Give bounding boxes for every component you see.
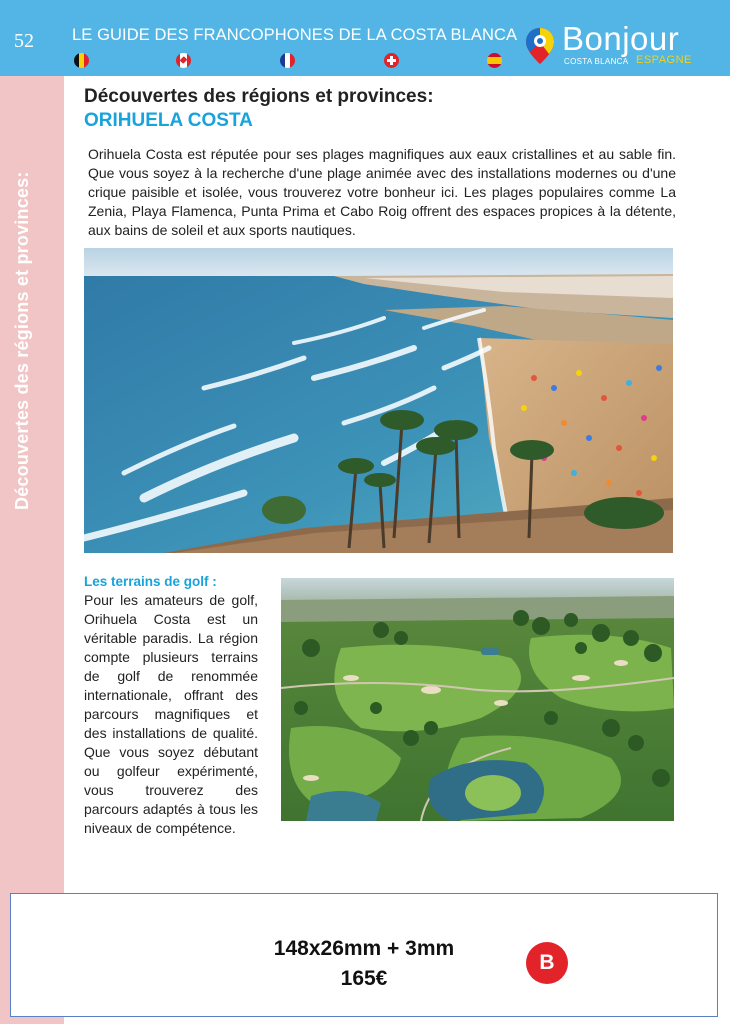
beach-photo-illustration	[84, 248, 673, 553]
ad-size: 148x26mm + 3mm	[273, 937, 455, 960]
map-pin-logo-icon	[524, 26, 556, 66]
flag-row	[0, 53, 520, 69]
golf-heading: Les terrains de golf :	[84, 574, 217, 589]
golf-paragraph: Pour les amateurs de golf, Orihuela Costa est un véritable paradis. La région compte plusieurs terrains de golf de renommée internationale, offrant des parcours magnifiques et des installations de qualité. Que vous soyez débutant ou golfeur expérimenté, vous trouverez des parcours adaptés à tous les niveaux de compétence.	[84, 592, 258, 836]
logo-tagline: ESPAGNE	[636, 54, 692, 66]
golf-course-photo	[281, 578, 674, 821]
belgium-flag-icon	[74, 53, 89, 68]
france-flag-icon	[280, 53, 295, 68]
logo-word: Bonjour	[562, 20, 680, 57]
article-city-title: ORIHUELA COSTA	[84, 110, 253, 131]
article-heading: Découvertes des régions et provinces:	[84, 86, 434, 107]
ad-format-box	[10, 893, 718, 1017]
page-header	[0, 0, 730, 76]
sidebar-label: Découvertes des régions et provinces:	[12, 171, 32, 510]
golf-photo-illustration	[281, 578, 674, 821]
beach-photo	[84, 248, 673, 553]
ad-format-badge: B	[526, 942, 568, 984]
page-number: 52	[14, 30, 34, 52]
ad-price: 165€	[340, 967, 388, 990]
spain-flag-icon	[487, 53, 502, 68]
bonjour-logo	[524, 20, 724, 72]
guide-title: LE GUIDE DES FRANCOPHONES DE LA COSTA BLANCA	[72, 26, 518, 44]
section-sidebar	[0, 76, 64, 1024]
logo-subtitle: COSTA BLANCA	[564, 57, 629, 66]
switzerland-flag-icon	[384, 53, 399, 68]
intro-paragraph: Orihuela Costa est réputée pour ses plages magnifiques aux eaux cristallines et au sable fin. Que vous soyez à la recherche d'une plage animée avec des installations modernes ou d'une crique paisible et isolée, vous trouverez votre bonheur ici. Les plages populaires comme La Zenia, Playa Flamenca, Punta Prima et Cabo Roig offrent des espaces propices à la détente, aux bains de soleil et aux sports nautiques.	[88, 146, 676, 238]
canada-flag-icon	[176, 53, 191, 68]
